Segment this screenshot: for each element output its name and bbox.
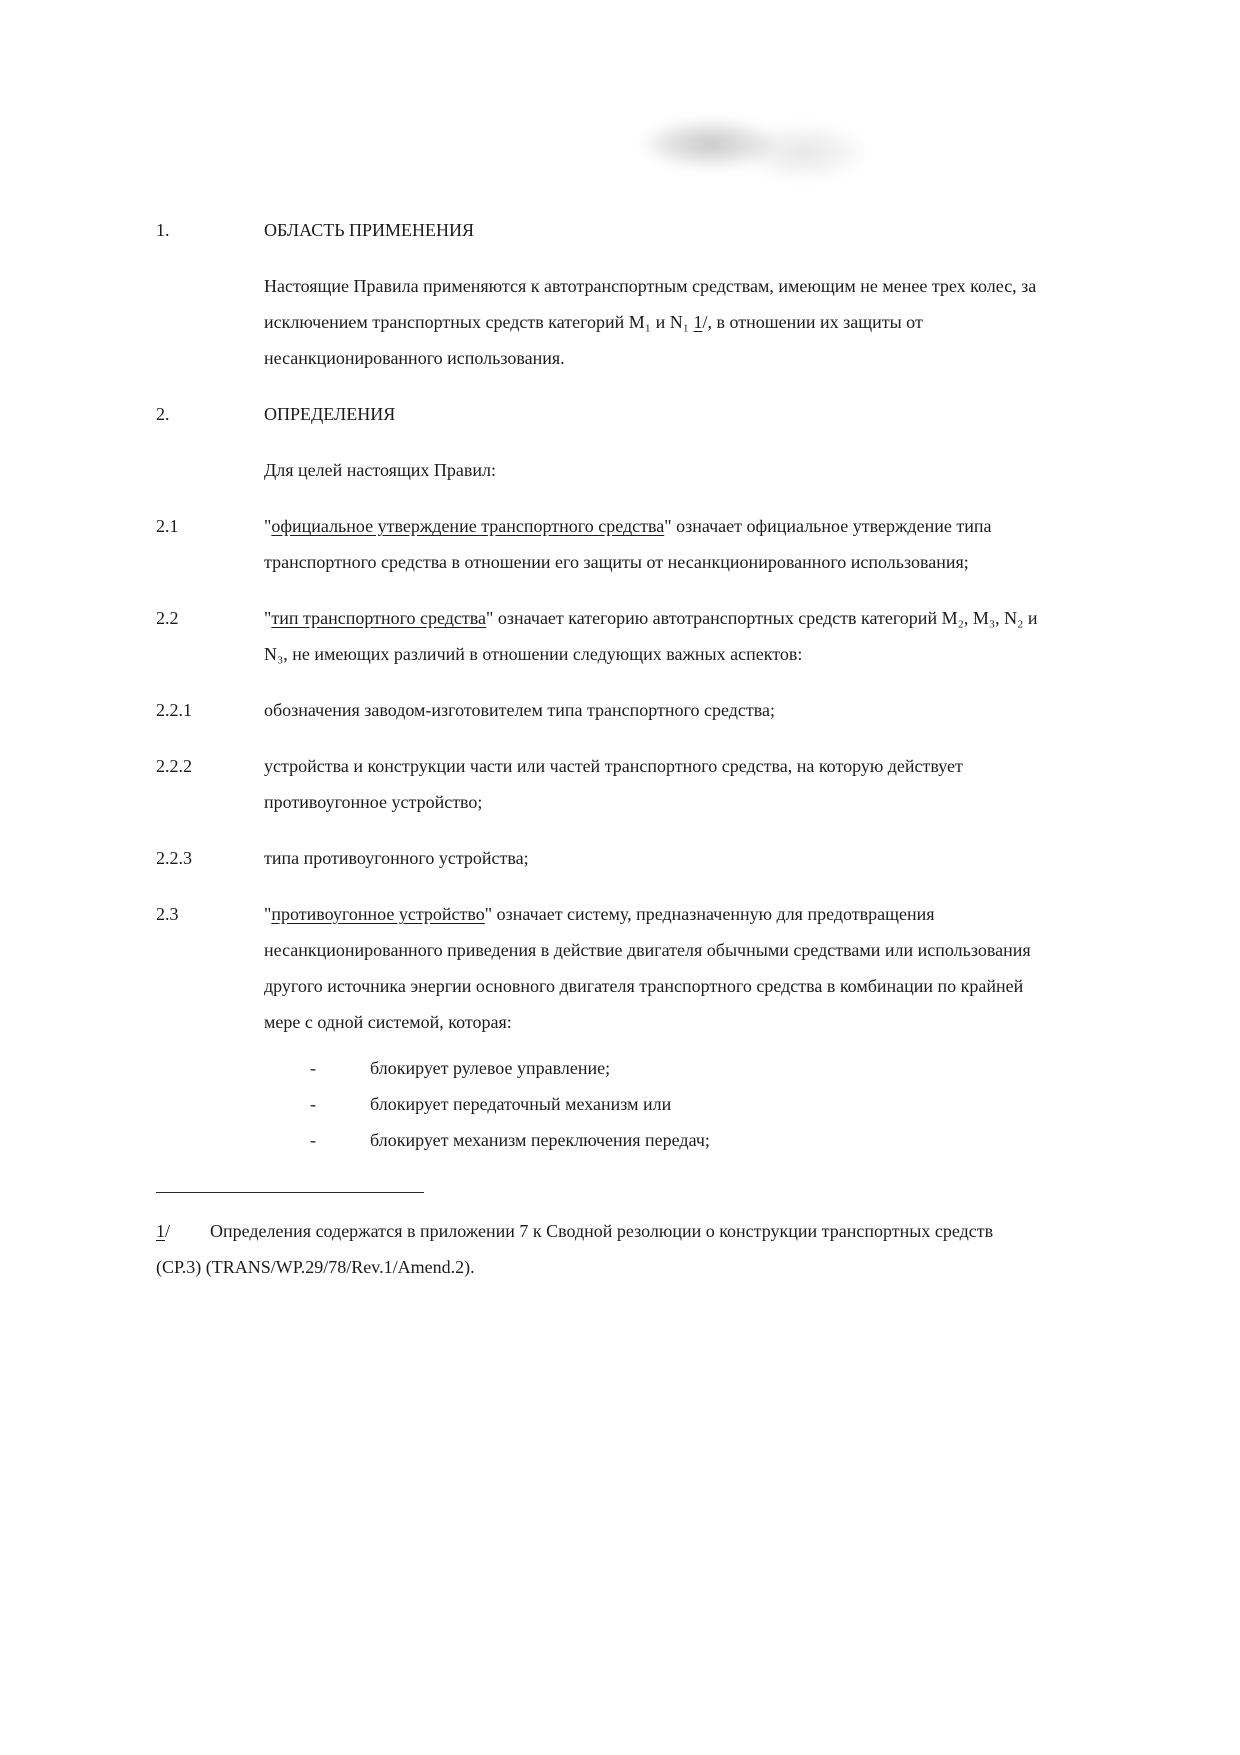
clause-2-2-1-row — [156, 692, 1040, 728]
clause-text-segment: Настоящие Правила применяются к автотранспортным средствам, имеющим не менее трех колес, за исключением транспортных средств категорий M₁ и N₁ — [264, 276, 1037, 332]
clause-text-segment: " — [264, 608, 272, 628]
clause-text — [264, 600, 1040, 672]
clause-text: типа противоугонного устройства; — [264, 848, 529, 868]
clause-text-segment: " означает категорию автотранспортных средств категорий M₂, M₃, N₂ и N₃, не имеющих различий в отношении следующих важных аспектов: — [264, 608, 1038, 664]
clause-text: устройства и конструкции части или частей транспортного средства, на которую действует противоугонное устройство; — [264, 756, 963, 812]
clause-2-2-row — [156, 600, 1040, 672]
clause-text-segment: " означает систему, предназначенную для предотвращения несанкционированного приведения в действие двигателя обычными средствами или использования другого источника энергии основного двигателя транспортного средства в комбинации по крайней мере с одной системой, которая: — [264, 904, 1031, 1032]
defined-term: официальное утверждение транспортного средства — [271, 516, 665, 536]
defined-term: противоугонное устройство — [271, 904, 485, 924]
clause-number — [156, 452, 264, 488]
dash-marker: - — [310, 1058, 316, 1078]
paragraph-scope-row — [156, 268, 1040, 376]
list-item-text: блокирует механизм переключения передач; — [370, 1130, 710, 1150]
dash-marker: - — [310, 1130, 316, 1150]
clause-text — [264, 896, 1040, 1040]
section-title: ОПРЕДЕЛЕНИЯ — [264, 404, 396, 424]
clause-text-segment: /, в отношении их защиты от несанкционированного использования. — [264, 312, 923, 368]
clause-text — [264, 508, 1040, 580]
clause-number: 2.2 — [156, 608, 179, 628]
clause-number: 2.2.3 — [156, 848, 192, 868]
bullet-list-row — [156, 1050, 1040, 1158]
clause-number: 2. — [156, 404, 170, 424]
clause-2-3-row — [156, 896, 1040, 1040]
clause-text-segment: " — [264, 904, 272, 924]
clause-number: 2.2.1 — [156, 700, 192, 720]
clause-2-2-2-row — [156, 748, 1040, 820]
clause-text — [264, 268, 1040, 376]
footnote-separator — [156, 1192, 424, 1193]
clause-number: 2.1 — [156, 516, 179, 536]
footnote-reference: 1 — [156, 1221, 165, 1241]
clause-number: 2.3 — [156, 904, 179, 924]
list-item-text: блокирует рулевое управление; — [370, 1058, 611, 1078]
list-item — [264, 1122, 1040, 1158]
clause-text: Для целей настоящих Правил: — [264, 460, 497, 480]
clause-text-segment: " означает официальное утверждение типа транспортного средства в отношении его защиты от несанкционированного использования; — [264, 516, 992, 572]
clause-text: обозначения заводом-изготовителем типа транспортного средства; — [264, 700, 775, 720]
footnote-text: Определения содержатся в приложении 7 к Сводной резолюции о конструкции транспортных средств (СР.3) (TRANS/WP.29/78/Rev.1/Amend.2). — [156, 1221, 994, 1277]
section-1-heading-row — [156, 212, 1040, 248]
paragraph-intro-row — [156, 452, 1040, 488]
clause-text-segment: " — [264, 516, 272, 536]
list-item-text: блокирует передаточный механизм или — [370, 1094, 672, 1114]
bullet-list — [264, 1050, 1040, 1158]
defined-term: тип транспортного средства — [271, 608, 487, 628]
clause-2-1-row — [156, 508, 1040, 580]
clause-number — [156, 268, 264, 376]
list-item — [264, 1086, 1040, 1122]
clause-number — [156, 1050, 264, 1158]
clause-number: 1. — [156, 220, 170, 240]
footnote — [156, 1213, 1040, 1285]
clause-number: 2.2.2 — [156, 756, 192, 776]
section-title: ОБЛАСТЬ ПРИМЕНЕНИЯ — [264, 220, 475, 240]
footnote-reference: 1 — [693, 312, 703, 332]
footnote-slash: / — [165, 1221, 171, 1241]
section-2-heading-row — [156, 396, 1040, 432]
dash-marker: - — [310, 1094, 316, 1114]
clause-2-2-3-row — [156, 840, 1040, 876]
list-item — [264, 1050, 1040, 1086]
